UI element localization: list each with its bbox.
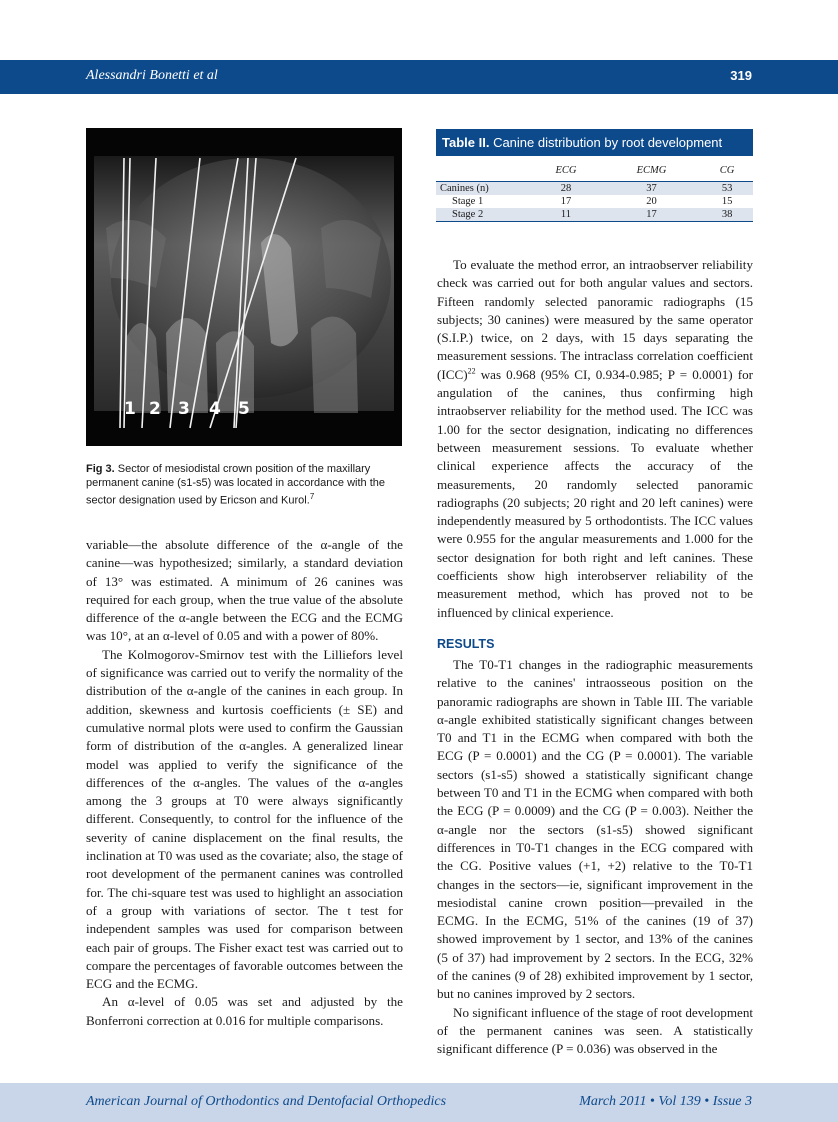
right-text-column: [437, 256, 753, 1058]
row-label: Canines (n): [436, 182, 530, 196]
radiograph-image: [86, 128, 402, 446]
figure-caption: [86, 462, 404, 508]
sector-label-3: 3: [178, 399, 190, 419]
table-cell: 53: [701, 182, 753, 196]
page-header: [0, 60, 838, 94]
table-header-row: [436, 160, 753, 182]
body-text: To evaluate the method error, an intraobserver reliability check was carried out for both angular values and sectors. Fifteen randomly selected panoramic radiographs (15 subjects; 30 canines) were measured by the same operator (S.I.P.) twice, on 2 days, with 15 days separating the measurement sessions. The intraclass correlation coefficient (ICC): [437, 257, 753, 382]
issue-date: March 2011: [579, 1094, 647, 1109]
body-paragraph: The Kolmogorov-Smirnov test with the Lilliefors level of significance was carried out to verify the normality of the distribution of the α-angle of the canines in each group. In addition, skewness and kurtosis coefficients (± SE) and cumulative normal plots were used to confirm the Gaussian form of distribution of the α-angles. A generalized linear model was applied to verify the significance of the differences of the α-angles. The values of the α-angles among the 3 groups at T0 were always significantly different. Consequently, to control for the influence of the severity of canine displacement on the final results, the inclination at T0 was used as the covariate; also, the stage of root development of the permanent canines was controlled for. The chi-square test was used to highlight an association of a group with variations of sector. The t test for independent samples was used for comparison between each pair of groups. The Fisher exact test was carried out to compare the percentages of favorable outcomes between the ECG and the ECMG.: [86, 646, 403, 992]
table-header-blank: [436, 160, 530, 182]
figure-caption-text: Sector of mesiodistal crown position of the maxillary permanent canine (s1-s5) was located in accordance with the sector designation used by Ericson and Kurol.: [86, 463, 385, 507]
table-ii: [436, 129, 753, 222]
sector-label-2: 2: [149, 399, 161, 419]
issue-number: Issue 3: [712, 1094, 752, 1109]
section-heading-results: RESULTS: [437, 636, 495, 651]
body-paragraph: [437, 256, 753, 622]
sector-label-4: 4: [209, 399, 221, 419]
sector-label-5: 5: [238, 399, 250, 419]
issue-volume: Vol 139: [658, 1094, 701, 1109]
table-cell: 28: [530, 182, 602, 196]
radiograph-figure: [86, 128, 402, 446]
figure-caption-label: Fig 3.: [86, 463, 115, 475]
table-title: Canine distribution by root development: [493, 135, 723, 150]
bullet-separator: •: [650, 1094, 655, 1109]
canine-distribution-table: [436, 160, 753, 222]
table-label: Table II.: [442, 135, 490, 150]
body-paragraph: variable—the absolute difference of the α-angle of the canine—was hypothesized; similarly, a standard deviation of 13° was estimated. A minimum of 26 canines was required for each group, when the true value of the absolute difference of the α-angle between the ECG and the ECMG was 10°, at an α-level of 0.05 and with a power of 80%.: [86, 537, 403, 644]
journal-name: American Journal of Orthodontics and Dentofacial Orthopedics: [86, 1094, 447, 1109]
page-footer: [0, 1083, 838, 1122]
table-row: [436, 195, 753, 208]
issue-info: [579, 1094, 752, 1110]
table-cell: 17: [560, 196, 572, 207]
body-paragraph: An α-level of 0.05 was set and adjusted by the Bonferroni correction at 0.016 for multiple comparisons.: [86, 994, 403, 1028]
body-paragraph: No significant influence of the stage of root development of the permanent canines was seen. A statistically significant difference (P = 0.036) was observed in the: [437, 1004, 753, 1057]
citation-ref: 22: [467, 366, 476, 376]
table-header-ecmg: ECMG: [602, 160, 701, 182]
table-row: [436, 182, 753, 196]
running-author: Alessandri Bonetti et al: [86, 68, 218, 83]
table-cell: 37: [602, 182, 701, 196]
table-title-bar: [436, 129, 753, 156]
table-cell: 17: [602, 208, 701, 222]
table-cell: 20: [646, 196, 657, 207]
table-cell: 38: [701, 208, 753, 222]
left-text-column: [86, 536, 403, 1030]
table-row: [436, 208, 753, 222]
figure-caption-ref: 7: [309, 492, 315, 501]
table-cell: 15: [721, 196, 733, 207]
body-paragraph: The T0-T1 changes in the radiographic measurements relative to the canines' intraosseous position on the panoramic radiographs are shown in Table III. The variable α-angle exhibited statistically significant changes between T0 and T1 in the ECMG when compared with both the ECG (P = 0.0001) and the CG (P = 0.0001). The variable sectors (s1-s5) showed a statistically significant change between T0 and T1 in the ECMG when compared with both the ECG (P = 0.0009) and the CG (P = 0.003). Neither the α-angle nor the sectors (s1-s5) showed significant differences in T0-T1 changes in the ECG compared with the CG. Positive values (+1, +2) relative to the T0-T1 changes in the sectors—ie, significant improvement in the mesiodistal canine crown position—prevailed in the ECMG. In the ECMG, 51% of the canines (19 of 37) showed improvement by 1 sector, and 13% of the canines (5 of 37) had improvement by 2 sectors. In the ECG, 32% of the canines (9 of 28) exhibited improvement by 1 sector, but no canines improved by 2 sectors.: [437, 656, 753, 1002]
page-number: 319: [730, 68, 752, 83]
table-header-ecg: ECG: [530, 160, 602, 182]
table-cell: 11: [530, 208, 602, 222]
table-header-cg: CG: [701, 160, 753, 182]
row-label: Stage 2: [436, 208, 530, 222]
row-label: Stage 1: [452, 196, 484, 207]
body-text: was 0.968 (95% CI, 0.934-0.985; P = 0.0001) for angulation of the canines, thus confirming high intraobserver reliability for the method used. The ICC was 1.00 for the sector designation, indicating no differences between measurement sessions. To evaluate whether clinical experience affects the accuracy of the measurements, 20 randomly selected panoramic radiographs (20 subjects; 20 right and 20 left canines) were independently measured by 5 orthodontists. The ICC values were 0.955 for the angular measurements and 1.000 for the sector designation for both right and left canines. These coefficients show high interobserver reliability of the measurement method, which has proved not to be influenced by clinical experience.: [437, 366, 753, 620]
bullet-separator: •: [704, 1094, 710, 1109]
sector-label-1: 1: [124, 399, 136, 419]
